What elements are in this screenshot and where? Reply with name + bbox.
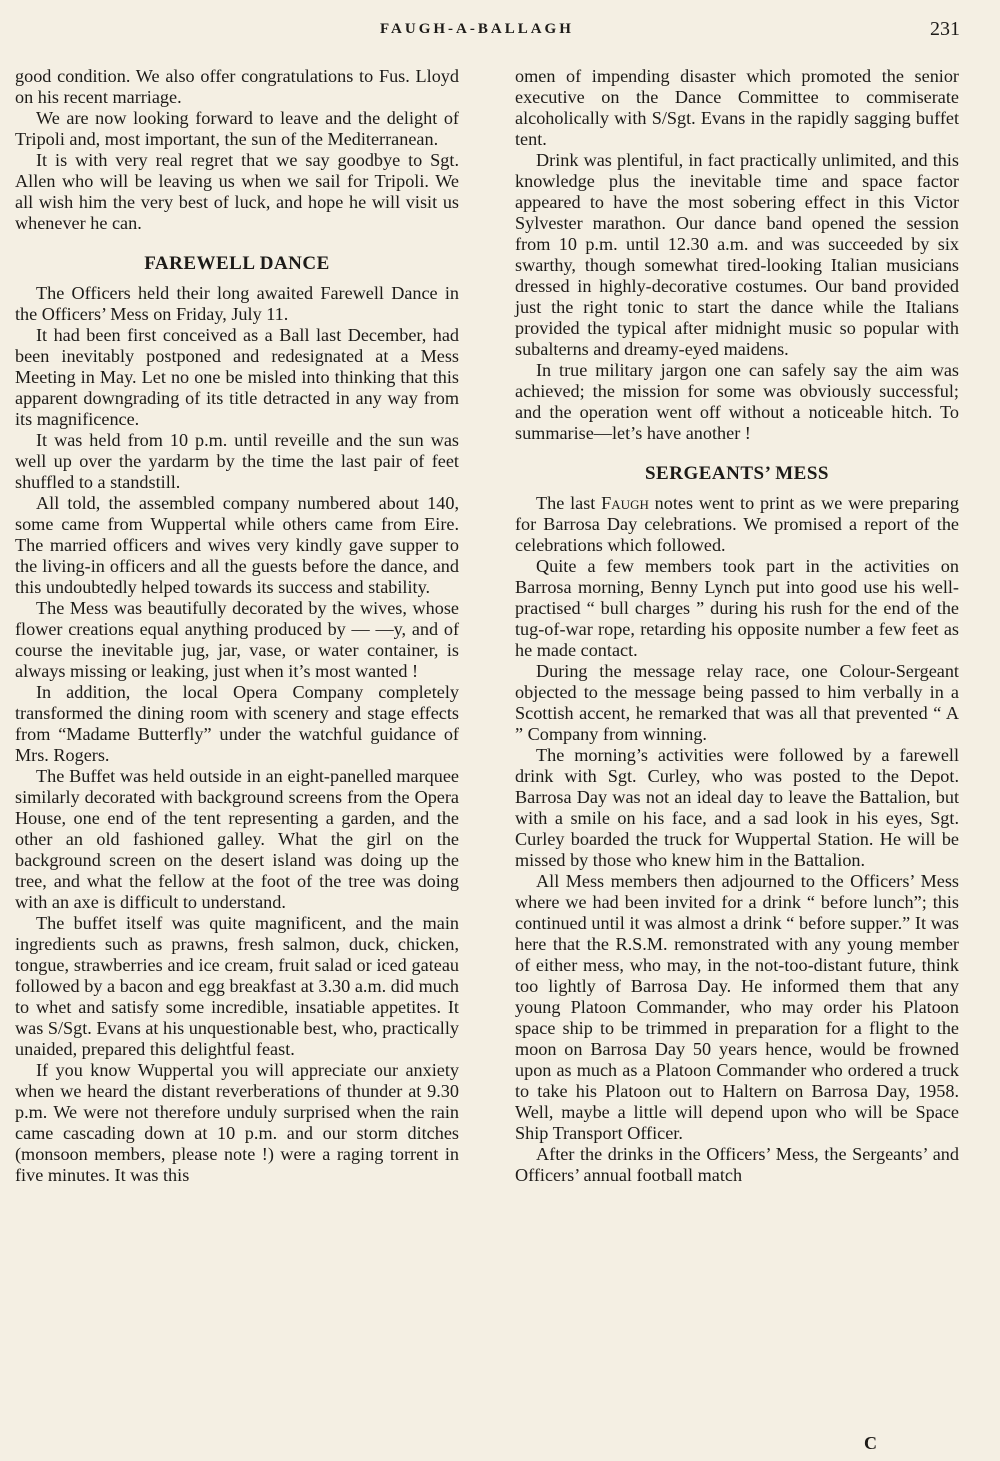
text-run: The last xyxy=(536,493,602,513)
paragraph xyxy=(515,493,959,556)
paragraph: The buffet itself was quite magnificent, and the main ingredients such as prawns, fresh salmon, duck, chicken, tongue, strawberries and ice cream, fruit salad or iced gateau followed by a bacon and egg breakfast at 3.30 a.m. did much to whet and satisfy some incredible, insatiable appetites. It was S/Sgt. Evans at his unquestionable best, who, practically unaided, prepared this delightful feast. xyxy=(15,913,460,1059)
paragraph: The Buffet was held outside in an eight-panelled marquee similarly decorated with background screens from the Opera House, one end of the tent representing a garden, and the other an old fashioned galley. What the girl on the background screen on the desert island was doing up the tree, and what the fellow at the foot of the tree was doing with an axe is difficult to understand. xyxy=(15,766,459,912)
page-number: 231 xyxy=(930,18,960,40)
paragraph: The morning’s activities were followed by a farewell drink with Sgt. Curley, who was posted to the Depot. Barrosa Day was not an ideal day to leave the Battalion, but with a smile on his face, and a sad look in his eyes, Sgt. Curley boarded the truck for Wuppertal Station. He will be missed by those who knew him in the Battalion. xyxy=(515,745,959,870)
paragraph: It is with very real regret that we say goodbye to Sgt. Allen who will be leaving us when we sail for Tripoli. We all wish him the very best of luck, and hope he will visit us whenever he can. xyxy=(15,150,459,233)
watermark xyxy=(268,705,738,755)
paragraph: All told, the assembled company numbered about 140, some came from Wuppertal while others came from Eire. The married officers and wives very kindly gave supper to the living-in officers and all the guests before the dance, and this undoubtedly helped towards its success and stability. xyxy=(15,493,459,597)
paragraph: It was held from 10 p.m. until reveille and the sun was well up over the yardarm by the time the last pair of feet shuffled to a standstill. xyxy=(15,430,459,492)
left-column xyxy=(15,66,459,1186)
paragraph: omen of impending disaster which promoted the senior executive on the Dance Committee to commiserate alcoholically with S/Sgt. Evans in the rapidly sagging buffet tent. xyxy=(515,66,959,149)
section-heading-sergeants-mess: SERGEANTS’ MESS xyxy=(644,463,829,484)
paragraph: After the drinks in the Officers’ Mess, the Sergeants’ and Officers’ annual football match xyxy=(515,1144,959,1185)
page-signature-mark: C xyxy=(864,1433,877,1453)
right-column xyxy=(515,66,959,1186)
paragraph: The Mess was beautifully decorated by the wives, whose flower creations equal anything produced by — —y, and of course the inevitable jug, jar, vase, or water container, is always missing or leaking, just when it’s most wanted ! xyxy=(15,598,459,681)
paragraph: During the message relay race, one Colour-Sergeant objected to the message being passed to him verbally in a Scottish accent, he remarked that was all that prevented “ A ” Company from winning. xyxy=(515,661,959,744)
paragraph: It had been first conceived as a Ball last December, had been inevitably postponed and redesignated at a Mess Meeting in May. Let no one be misled into thinking that this apparent downgrading of its title detracted in any way from its magnificence. xyxy=(15,325,459,429)
journal-name: Faugh xyxy=(601,493,649,513)
paragraph: In addition, the local Opera Company completely transformed the dining room with scenery and stage effects from “Madame Butterfly” under the watchful guidance of Mrs. Rogers. xyxy=(15,682,459,765)
section-heading-farewell-dance: FAREWELL DANCE xyxy=(144,253,330,274)
running-title: FAUGH-A-BALLAGH xyxy=(380,21,574,37)
text-run: notes went to print as we were preparing for Barrosa Day celebrations. We promised a report of the celebrations which followed. xyxy=(515,493,959,555)
paragraph: good condition. We also offer congratulations to Fus. Lloyd on his recent marriage. xyxy=(15,66,459,107)
paragraph: All Mess members then adjourned to the Officers’ Mess where we had been invited for a drink “ before lunch”; this continued until it was almost a drink “ before supper.” It was here that the R.S.M. remonstrated with any young member of either mess, who may, in the not-too-distant future, think too lightly of Barrosa Day. He informed them that any young Platoon Commander, who may order his Platoon space ship to be trimmed in preparation for a flight to the moon on Barrosa Day 50 years hence, would be frowned upon as much as a Platoon Commander who ordered a truck to take his Platoon out to Haltern on Barrosa Day, 1958. Well, maybe a little will depend upon who will be Space Ship Transport Officer. xyxy=(515,871,959,1143)
paragraph: The Officers held their long awaited Farewell Dance in the Officers’ Mess on Friday, July 11. xyxy=(15,283,459,324)
paragraph: Drink was plentiful, in fact practically unlimited, and this knowledge plus the inevitable time and space factor appeared to have the most sobering effect in this Victor Sylvester marathon. Our dance band opened the session from 10 p.m. until 12.30 a.m. and was succeeded by six swarthy, though somewhat tired-looking Italian musicians dressed in highly-decorative costumes. Our band provided just the right tonic to start the dance while the Italians provided the typical after midnight music so popular with subalterns and dreamy-eyed maidens. xyxy=(515,150,959,359)
paragraph: In true military jargon one can safely say the aim was achieved; the mission for some was obviously successful; and the operation went off without a noticeable hitch. To summarise—let’s have another ! xyxy=(515,360,959,443)
paragraph: We are now looking forward to leave and the delight of Tripoli and, most important, the sun of the Mediterranean. xyxy=(15,108,459,149)
paragraph: Quite a few members took part in the activities on Barrosa morning, Benny Lynch put into good use his well-practised “ bull charges ” during his rush for the end of the tug-of-war rope, retarding his opposite number a few feet as he made contact. xyxy=(515,556,959,660)
page-header xyxy=(0,18,1000,44)
paragraph: If you know Wuppertal you will appreciate our anxiety when we heard the distant reverberations of thunder at 9.30 p.m. We were not therefore unduly surprised when the rain came cascading down at 10 p.m. and our storm ditches (monsoon members, please note !) were a raging torrent in five minutes. It was this xyxy=(15,1060,459,1185)
